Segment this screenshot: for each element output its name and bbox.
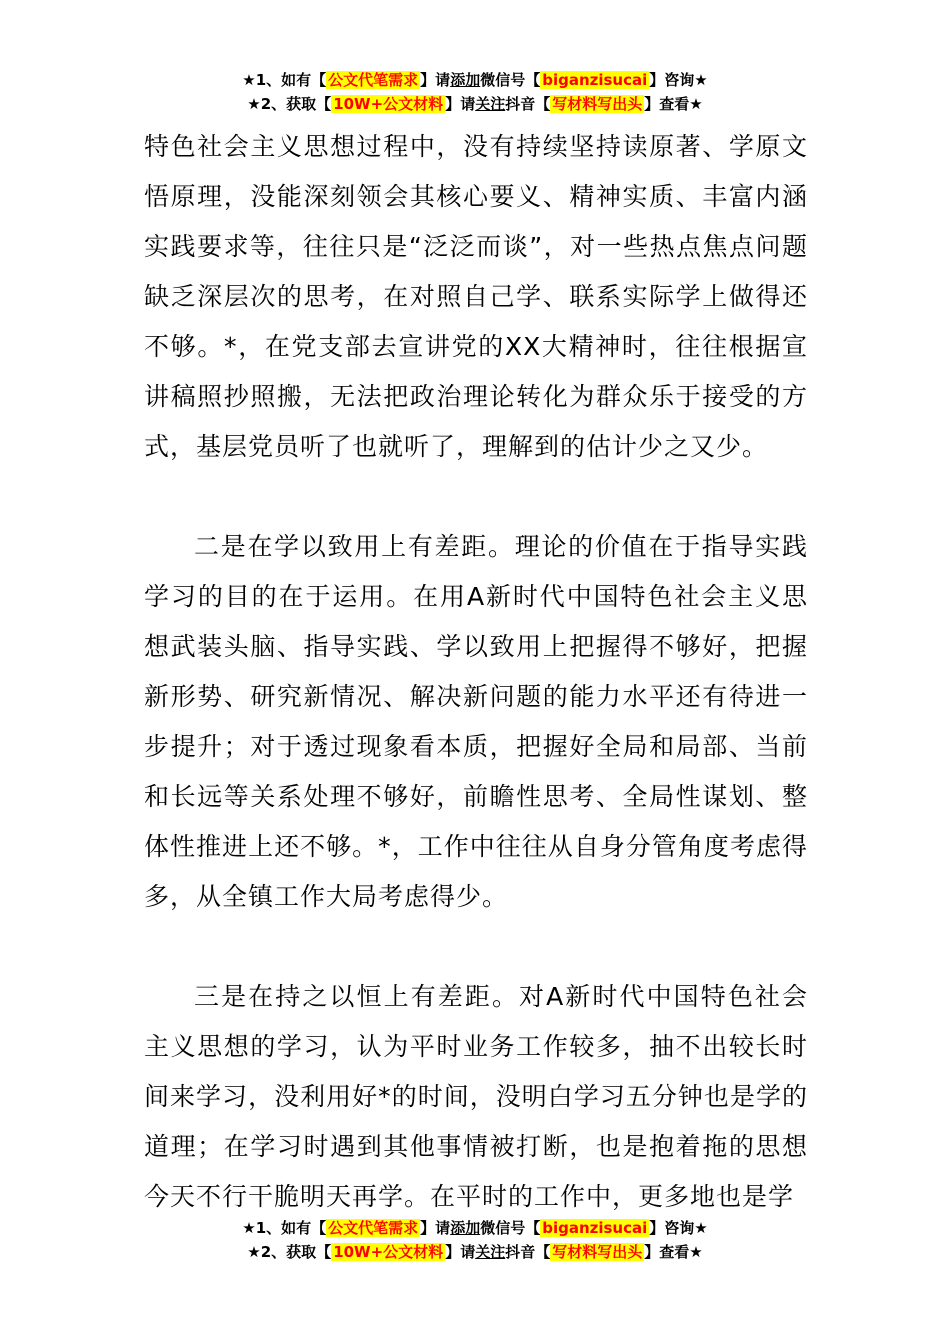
header-line-2-emphasis: 关注 xyxy=(475,95,506,113)
header-line-2-text-2: 抖音【 xyxy=(505,95,551,113)
header-line-1-prefix: ★1、如有【 xyxy=(242,71,327,89)
header-line-2-prefix: ★2、获取【 xyxy=(247,95,332,113)
footer-line-2-emphasis: 关注 xyxy=(475,1243,506,1261)
paragraph-2: 二是在学以致用上有差距。理论的价值在于指导实践学习的目的在于运用。在用A新时代中国特色社会主义思想武装头脑、指导实践、学以致用上把握得不够好，把握新形势、研究新情况、解决新问题的能力水平还有待进一步提升；对于透过现象看本质，把握好全局和局部、当前和长远等关系处理不够好，前瞻性思考、全局性谋划、整体性推进上还不够。*，工作中往往从自身分管角度考虑得多，从全镇工作大局考虑得少。 xyxy=(144,532,808,911)
header-line-2-tag-materials: 10W+公文材料 xyxy=(333,95,444,113)
footer-line-1-text-2: 微信号【 xyxy=(480,1219,541,1237)
header-line-1-emphasis: 添加 xyxy=(450,71,481,89)
header-line-1-tag-wechat: biganzisucai xyxy=(542,71,648,89)
footer-line-1-prefix: ★1、如有【 xyxy=(242,1219,327,1237)
paragraph-3: 三是在持之以恒上有差距。对A新时代中国特色社会主义思想的学习，认为平时业务工作较多，抽不出较长时间来学习，没利用好*的时间，没明白学习五分钟也是学的道理；在学习时遇到其他事情被打断，也是抱着拖的思想今天不行干脆明天再学。在平时的工作中，更多地也是学 xyxy=(144,982,808,1211)
footer-line-2-tag-douyin: 写材料写出头 xyxy=(552,1243,643,1261)
footer-line-2-text: 】请 xyxy=(445,1243,476,1261)
footer-line-2-tag-materials: 10W+公文材料 xyxy=(333,1243,444,1261)
paragraph-1: 特色社会主义思想过程中，没有持续坚持读原著、学原文悟原理，没能深刻领会其核心要义、精神实质、丰富内涵实践要求等，往往只是“泛泛而谈”，对一些热点焦点问题缺乏深层次的思考，在对照自己学、联系实际学上做得还不够。*，在党支部去宣讲党的XX大精神时，往往根据宣讲稿照抄照搬，无法把政治理论转化为群众乐于接受的方式，基层党员听了也就听了，理解到的估计少之又少。 xyxy=(144,132,808,461)
header-line-1-suffix: 】咨询★ xyxy=(649,71,708,89)
footer-line-1-tag-service: 公文代笔需求 xyxy=(328,1219,419,1237)
paragraph-spacer xyxy=(144,472,808,522)
footer-line-1-text: 】请 xyxy=(420,1219,451,1237)
footer-line-1 xyxy=(0,1216,950,1240)
footer-line-1-emphasis: 添加 xyxy=(450,1219,481,1237)
header-line-2-text: 】请 xyxy=(445,95,476,113)
paragraph-spacer xyxy=(144,922,808,972)
footer-line-2-prefix: ★2、获取【 xyxy=(247,1243,332,1261)
footer-line-1-suffix: 】咨询★ xyxy=(649,1219,708,1237)
header-banner xyxy=(0,68,950,116)
header-line-2-tag-douyin: 写材料写出头 xyxy=(552,95,643,113)
document-body xyxy=(144,122,808,1222)
header-line-2-suffix: 】查看★ xyxy=(644,95,703,113)
header-line-2 xyxy=(0,92,950,116)
header-line-1 xyxy=(0,68,950,92)
footer-line-1-tag-wechat: biganzisucai xyxy=(542,1219,648,1237)
header-line-1-text: 】请 xyxy=(420,71,451,89)
header-line-1-tag-service: 公文代笔需求 xyxy=(328,71,419,89)
footer-line-2-suffix: 】查看★ xyxy=(644,1243,703,1261)
footer-line-2-text-2: 抖音【 xyxy=(505,1243,551,1261)
header-line-1-text-2: 微信号【 xyxy=(480,71,541,89)
footer-line-2 xyxy=(0,1240,950,1264)
footer-banner xyxy=(0,1216,950,1264)
